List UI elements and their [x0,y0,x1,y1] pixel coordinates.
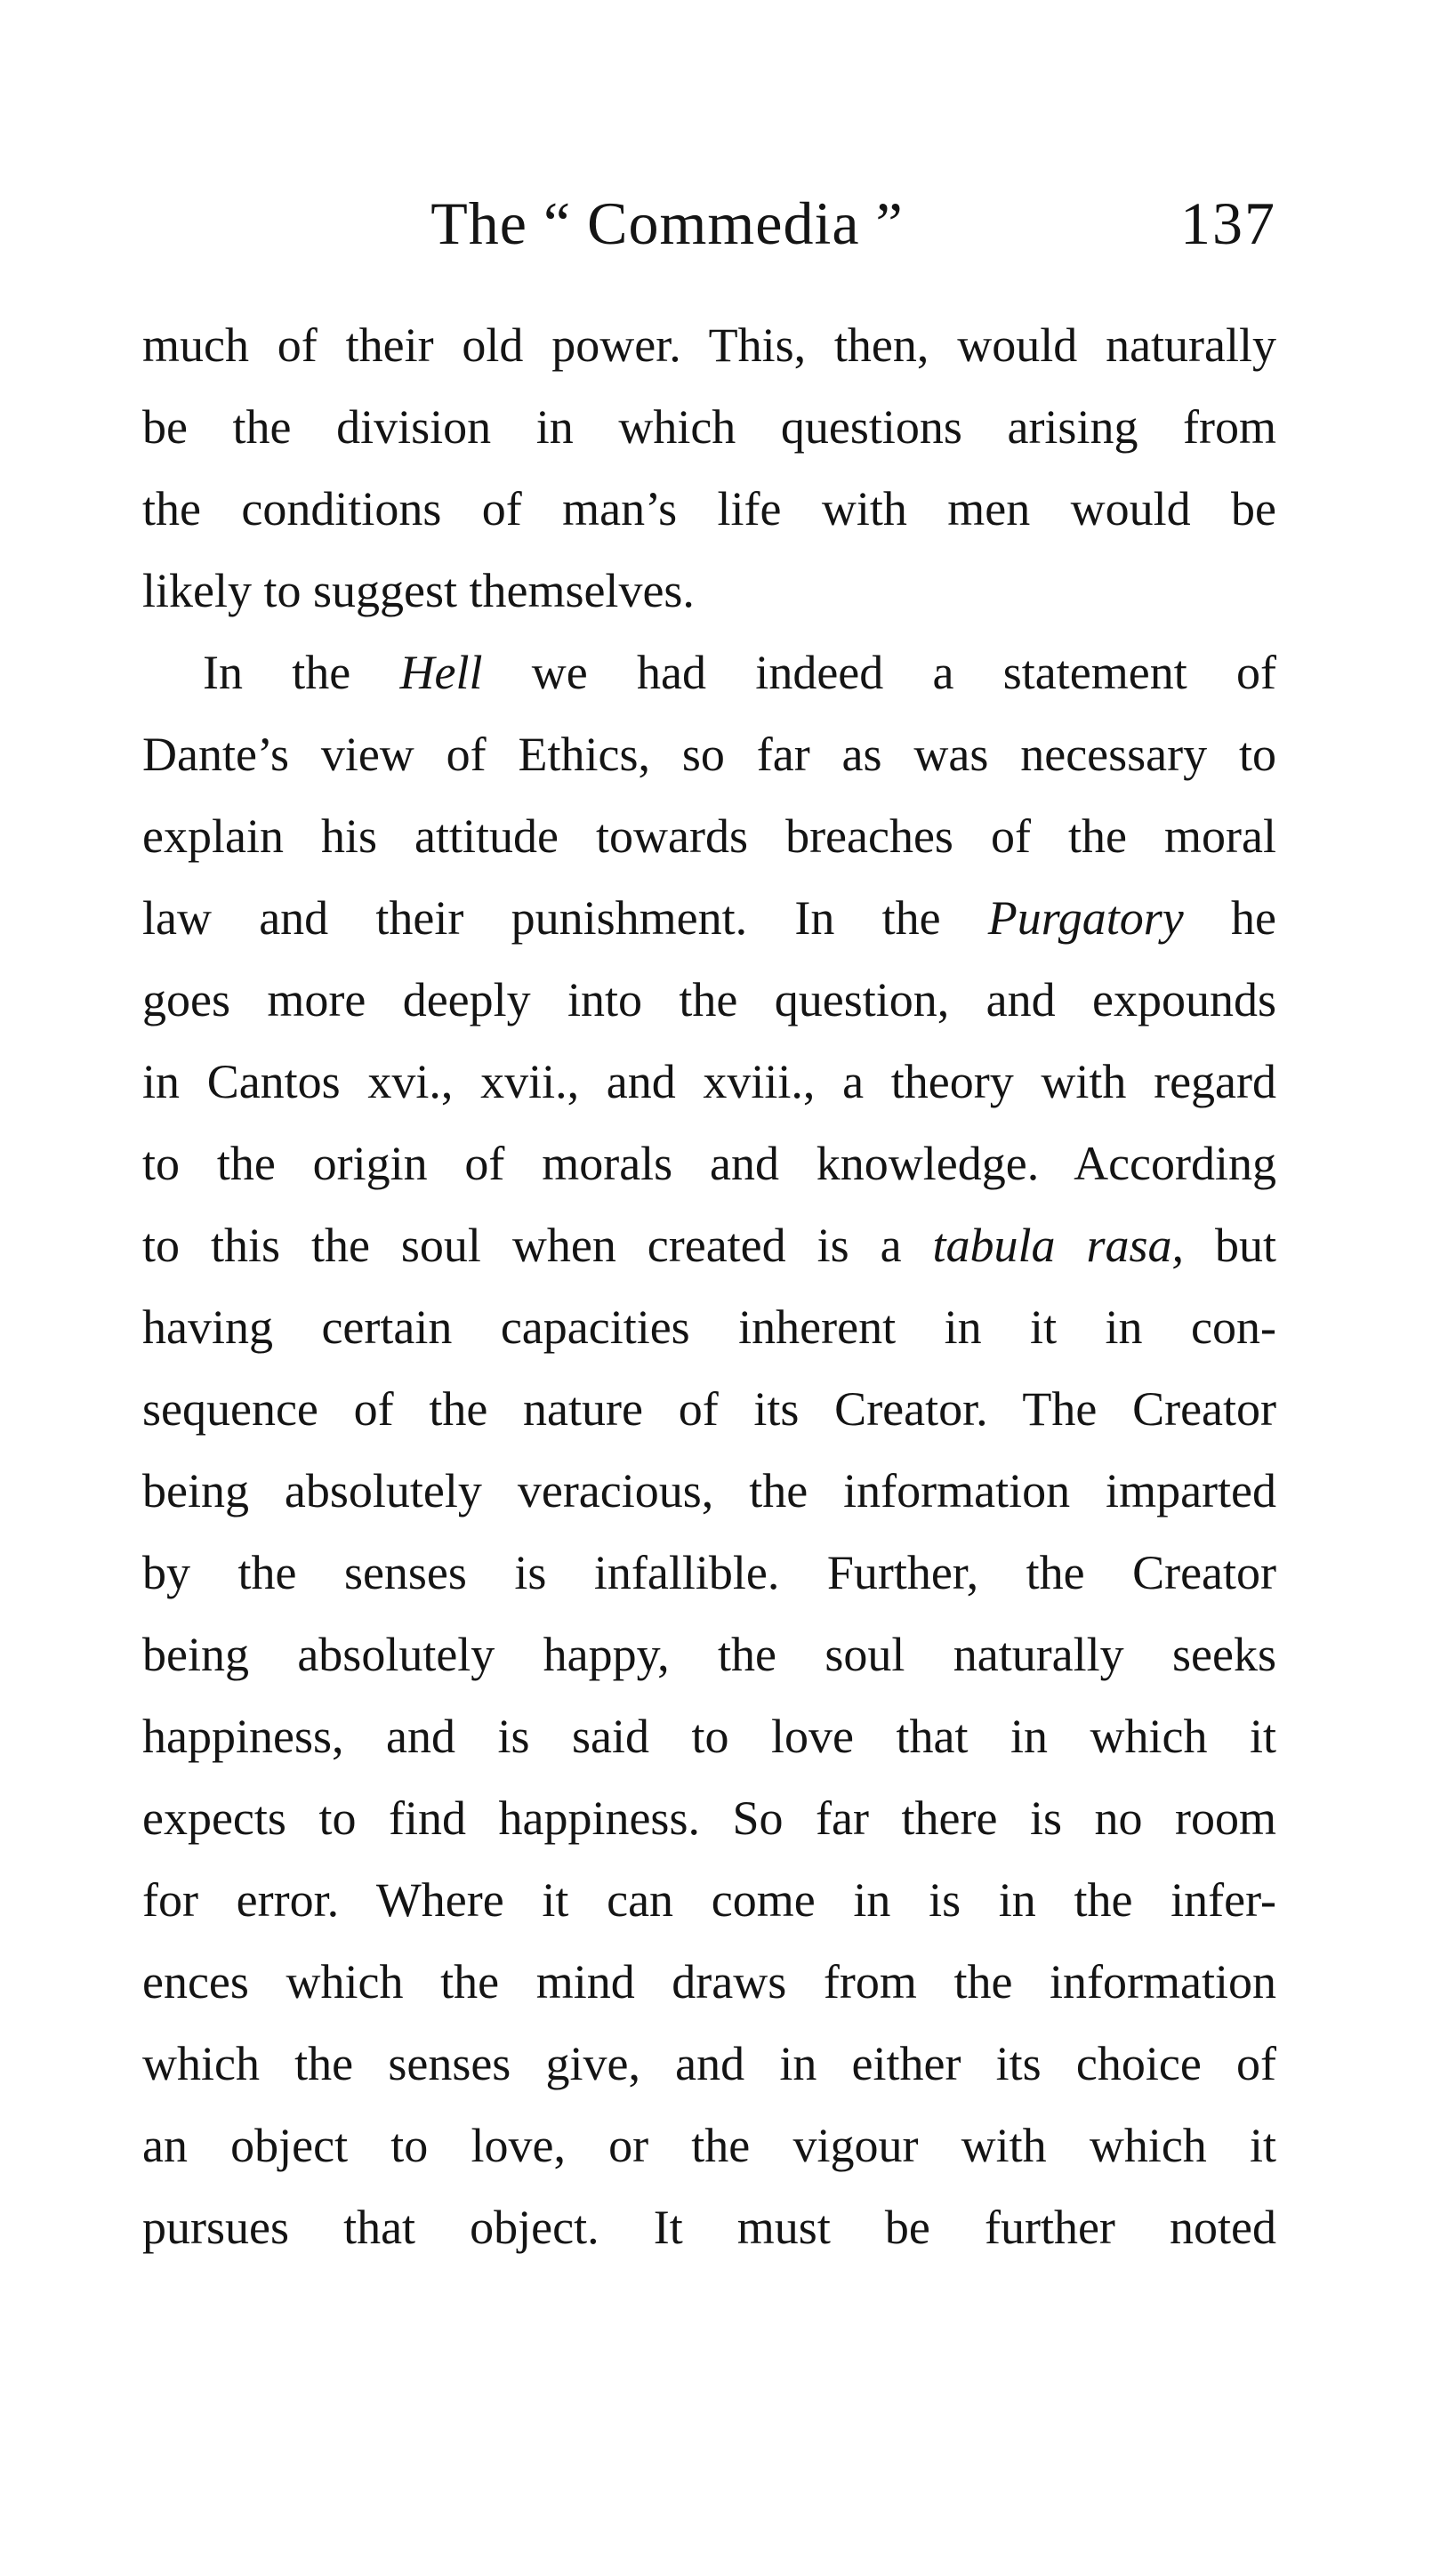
running-head [142,183,1276,263]
text-line: being absolutely veracious, the information imparted [142,1464,1276,1517]
text-line: pursues that object. It must be further noted [142,2201,1276,2254]
text-line: explain his attitude towards breaches of the moral [142,809,1276,863]
text-line: goes more deeply into the question, and expounds [142,973,1276,1026]
text-line: sequence of the nature of its Creator. The Creator [142,1382,1276,1436]
text-line: ences which the mind draws from the information [142,1955,1276,2008]
text-line: to the origin of morals and knowledge. According [142,1137,1276,1190]
text-line [142,877,1276,959]
text-segment: he [1183,891,1276,945]
text-line: for error. Where it can come in is in the infer- [142,1873,1276,1927]
text-line: the conditions of man’s life with men would be [142,482,1276,535]
text-line: Dante’s view of Ethics, so far as was necessary to [142,728,1276,781]
running-title: The “ Commedia ” [430,189,904,257]
text-line [142,1204,1276,1286]
text-line: expects to find happiness. So far there is no room [142,1791,1276,1845]
text-line: be the division in which questions arising from [142,400,1276,454]
text-line: happiness, and is said to love that in which it [142,1710,1276,1763]
text-line: likely to suggest themselves. [142,564,695,617]
text-line: by the senses is infallible. Further, the Creator [142,1546,1276,1599]
text-segment: to this the soul when created is a [142,1219,933,1272]
page-number: 137 [1180,189,1276,257]
text-segment: we had indeed a statement of [482,646,1276,699]
text-line: having certain capacities inherent in it in con- [142,1300,1276,1354]
body-text [142,304,1276,2268]
text-line: an object to love, or the vigour with which it [142,2119,1276,2172]
text-line: in Cantos xvi., xvii., and xviii., a theory with regard [142,1055,1276,1108]
italic-title-hell: Hell [399,646,483,699]
text-segment: but [1184,1219,1276,1272]
text-line: being absolutely happy, the soul naturally seeks [142,1628,1276,1681]
text-line: much of their old power. This, then, would naturally [142,318,1276,372]
text-line: which the senses give, and in either its choice of [142,2037,1276,2090]
text-line [142,632,1276,713]
text-segment: law and their punishment. In the [142,891,988,945]
italic-phrase-tabula-rasa: tabula rasa, [932,1219,1185,1272]
italic-title-purgatory: Purgatory [987,891,1184,945]
text-segment: In the [203,646,400,699]
